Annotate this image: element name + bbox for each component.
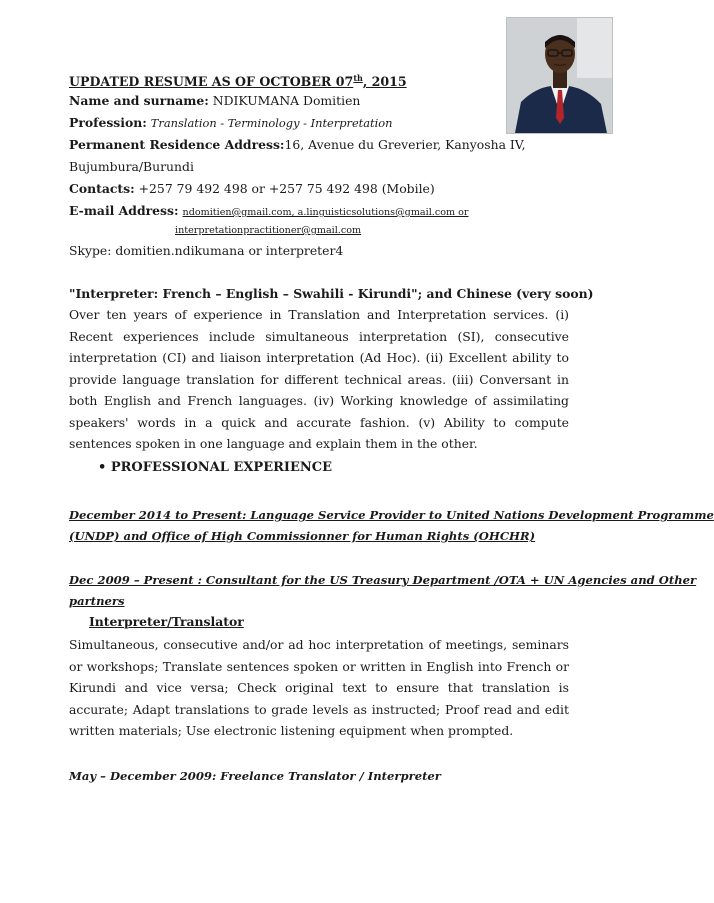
email-label: E-mail Address:	[69, 203, 179, 218]
contacts-value: +257 79 492 498 or +257 75 492 498 (Mobile)	[138, 181, 435, 196]
experience-section-heading	[98, 460, 332, 475]
experience-section-title: PROFESSIONAL EXPERIENCE	[110, 460, 333, 475]
profession-row	[69, 115, 392, 131]
skype-line: Skype: domitien.ndikumana or interpreter4	[69, 243, 344, 258]
name-value: NDIKUMANA Domitien	[212, 93, 361, 108]
resume-title-main: UPDATED RESUME AS OF OCTOBER 07	[69, 74, 354, 90]
job2-duties: Simultaneous, consecutive and/or ad hoc interpretation of meetings, seminars or workshops; Translate sentences spoken or written in English into French or Kirundi and vice versa; Check original text to ensure that translation is accurate; Adapt translations to grade levels as instructed; Proof read and edit written materials; Use electronic listening equipment when prompted.	[69, 637, 569, 738]
address-label: Permanent Residence Address:	[69, 137, 285, 152]
email-row	[69, 203, 468, 221]
address-value-1: 16, Avenue du Greverier, Kanyosha IV,	[284, 137, 526, 152]
job2-role: Interpreter/Translator	[89, 614, 244, 629]
job1-title-line2: (UNDP) and Office of High Commissionner for Human Rights (OHCHR)	[69, 529, 536, 543]
job3-title-line1: May – December 2009: Freelance Translator / Interpreter	[69, 769, 441, 783]
summary-heading: "Interpreter: French – English – Swahili - Kirundi"; and Chinese (very soon)	[69, 286, 594, 301]
name-label: Name and surname:	[69, 93, 209, 108]
profile-photo	[506, 17, 613, 134]
job1-title-line1: December 2014 to Present: Language Service Provider to United Nations Development Programme	[69, 508, 714, 522]
job2-title-line2: partners	[69, 594, 125, 608]
job2-title-line1: Dec 2009 – Present : Consultant for the US Treasury Department /OTA + UN Agencies and Other	[69, 573, 697, 587]
contacts-label: Contacts:	[69, 181, 135, 196]
address-value-2: Bujumbura/Burundi	[69, 159, 194, 174]
email-value-2[interactable]: interpretationpractitioner@gmail.com	[175, 225, 362, 236]
profession-label: Profession:	[69, 115, 147, 130]
profession-value: Translation - Terminology - Interpretation	[150, 116, 393, 130]
resume-title-superscript: th	[353, 73, 363, 83]
resume-title-end: , 2015	[362, 74, 407, 90]
resume-title	[69, 70, 407, 90]
person-portrait-icon	[507, 18, 612, 133]
bullet-icon: •	[98, 460, 107, 475]
address-row	[69, 137, 526, 153]
email-value-1[interactable]: ndomitien@gmail.com, a.linguisticsolutions@gmail.com or	[182, 207, 469, 218]
summary-paragraph: Over ten years of experience in Translation and Interpretation services. (i) Recent experiences include simultaneous interpretation (SI), consecutive interpretation (CI) and liaison interpretation (Ad Hoc). (ii) Excellent ability to provide language translation for different technical areas. (iii) Conversant in both English and French languages. (iv) Working knowledge of assimilating speakers' words in a quick and accurate fashion. (v) Ability to compute sentences spoken in one language and explain them in the other.	[69, 307, 569, 451]
name-row	[69, 93, 360, 109]
contacts-row	[69, 181, 435, 197]
